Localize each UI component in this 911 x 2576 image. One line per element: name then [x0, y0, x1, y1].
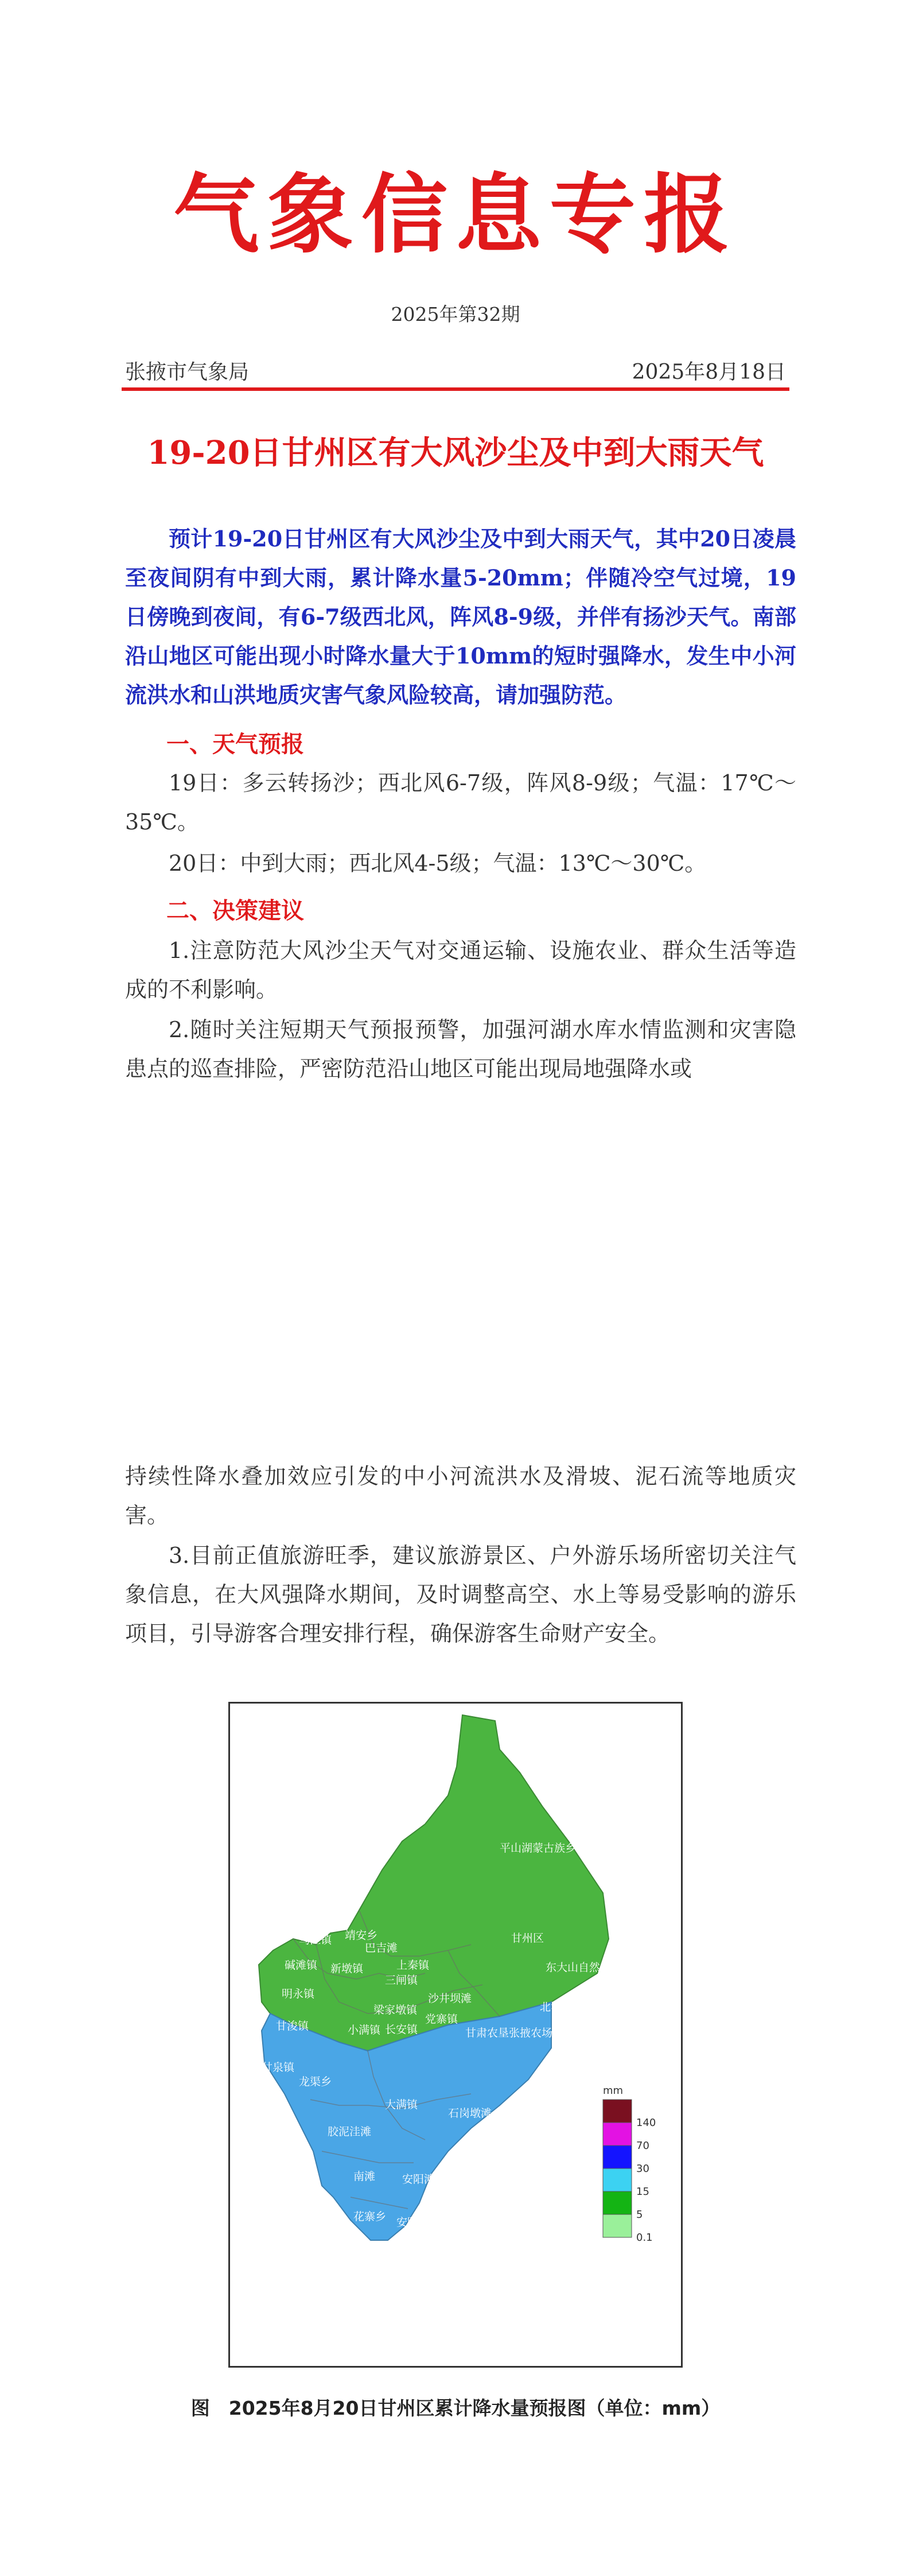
legend-swatch-5	[603, 2191, 632, 2214]
headline: 19-20日甘州区有大风沙尘及中到大雨天气	[147, 434, 764, 472]
place-label: 北沙坝滩	[540, 2001, 584, 2014]
legend-unit: mm	[603, 2085, 624, 2097]
place-label: 胶泥洼滩	[328, 2125, 372, 2138]
place-label: 党寨镇	[425, 2013, 458, 2026]
place-label: 梁家墩镇	[373, 2004, 418, 2016]
legend-swatch-15	[603, 2168, 632, 2191]
place-label: 沙井坝滩	[428, 1992, 472, 2005]
place-label: 明永镇	[282, 1988, 315, 2000]
legend-label: 15	[636, 2186, 649, 2198]
place-label: 东大山自然保护区	[546, 1961, 633, 1974]
legend-swatch-0-1	[603, 2214, 632, 2237]
place-label: 安阳乡	[396, 2216, 430, 2229]
section-forecast-heading: 一、天气预报	[166, 731, 304, 758]
place-label: 巴吉滩	[365, 1942, 398, 1954]
figure-caption: 图 2025年8月20日甘州区累计降水量预报图（单位：mm）	[190, 2397, 721, 2419]
place-label: 乌江镇	[299, 1934, 332, 1946]
forecast-day20: 20日：中到大雨；西北风4-5级；气温：13℃～30℃。	[169, 851, 707, 876]
place-label: 上秦镇	[396, 1959, 430, 1972]
place-label: 新墩镇	[330, 1962, 364, 1975]
issue-date: 2025年8月18日	[632, 360, 786, 384]
forecast-day19: 19日：多云转扬沙；西北风6-7级，阵风8-9级；气温：17℃～35℃。	[125, 770, 796, 835]
legend-swatch-70	[603, 2123, 632, 2146]
advice-item-2: 2.随时关注短期天气预报预警，加强河湖水库水情监测和灾害隐患点的巡查排险，严密防范沿山地区可能出现局地强降水或	[125, 1017, 796, 1081]
place-label: 南滩	[353, 2170, 376, 2183]
masthead-title: 气象信息专报	[173, 165, 738, 265]
legend-label: 140	[636, 2117, 656, 2129]
place-label: 廿泉镇	[262, 2061, 295, 2074]
place-label: 三闸镇	[385, 1974, 418, 1987]
place-label: 靖安乡	[345, 1929, 378, 1942]
precipitation-legend	[603, 2085, 656, 2244]
place-label: 平山湖蒙古族乡	[500, 1842, 577, 1855]
issue-number: 2025年第32期	[391, 303, 520, 325]
place-label: 甘肃农垦张掖农场	[465, 2027, 553, 2039]
place-label: 小满镇	[348, 2024, 381, 2036]
place-label: 花寨乡	[353, 2210, 387, 2223]
advice-item-2-continued: 持续性降水叠加效应引发的中小河流洪水及滑坡、泥石流等地质灾害。	[125, 1464, 796, 1528]
legend-label: 5	[636, 2209, 643, 2221]
legend-label: 30	[636, 2163, 649, 2175]
issuer: 张掖市气象局	[125, 360, 250, 384]
precipitation-map	[228, 1702, 683, 2368]
advice-item-1: 1.注意防范大风沙尘天气对交通运输、设施农业、群众生活等造成的不利影响。	[125, 938, 796, 1002]
header-divider	[122, 387, 789, 391]
place-label: 沙井镇	[264, 1923, 298, 1936]
place-label: 长安镇	[385, 2023, 418, 2036]
legend-swatch-30	[603, 2146, 632, 2168]
place-label: 甘浚镇	[276, 2020, 309, 2032]
place-label: 龙渠乡	[299, 2075, 332, 2088]
advice-item-3: 3.目前正值旅游旺季，建议旅游景区、户外游乐场所密切关注气象信息，在大风强降水期间，及时调整高空、水上等易受影响的游乐项目，引导游客合理安排行程，确保游客生命财产安全。	[125, 1543, 796, 1646]
place-label: 甘州区	[511, 1932, 544, 1945]
legend-label: 70	[636, 2140, 649, 2152]
legend-swatch-140	[603, 2100, 632, 2123]
section-advice-heading: 二、决策建议	[166, 897, 304, 924]
place-label: 大满镇	[385, 2098, 418, 2111]
place-label: 石岗墩滩	[448, 2107, 492, 2120]
summary-paragraph: 预计19-20日甘州区有大风沙尘及中到大雨天气，其中20日凌晨至夜间阴有中到大雨，累计降水量5-20mm；伴随冷空气过境，19日傍晚到夜间，有6-7级西北风，阵风8-9级，并伴有扬沙天气。南部沿山地区可能出现小时降水量大于10mm的短时强降水，发生中小河流洪水和山洪地质灾害气象风险较高，请加强防范。	[125, 526, 796, 708]
legend-label: 0.1	[636, 2232, 653, 2244]
place-label: 安阳滩	[402, 2173, 435, 2186]
place-label: 碱滩镇	[285, 1959, 318, 1972]
